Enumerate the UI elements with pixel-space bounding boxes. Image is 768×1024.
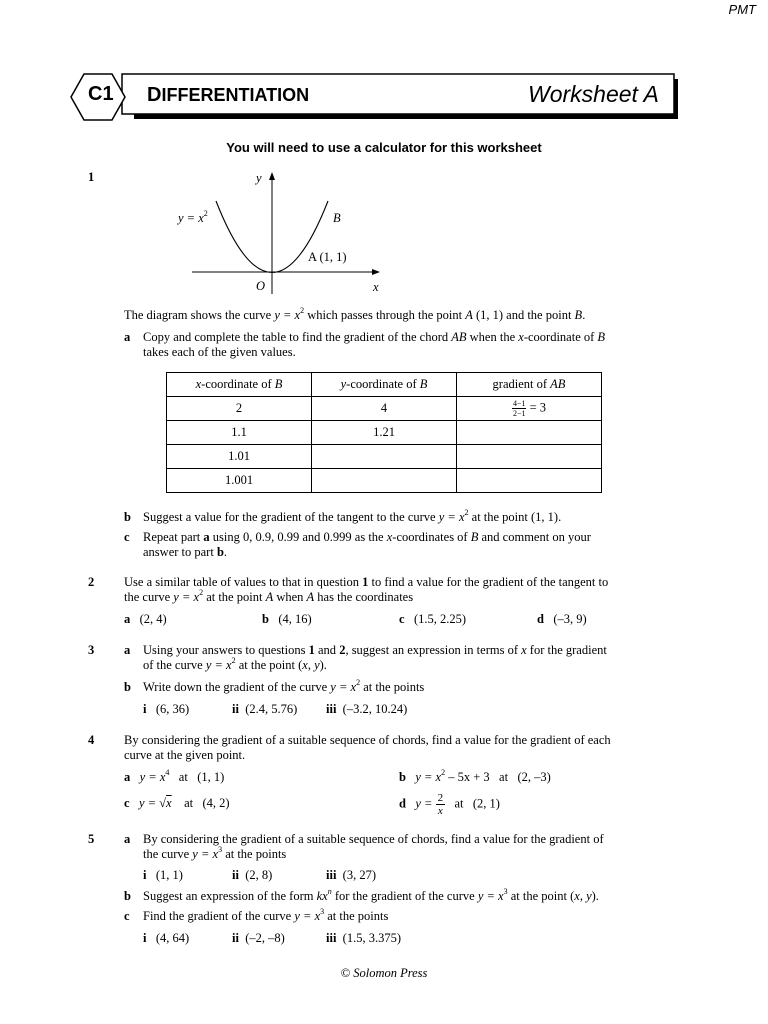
q4-part-a: a $y = x^4$ at (1, 1): [124, 768, 225, 784]
q5-c-point-ii: ii (–2, –8): [232, 931, 285, 945]
table-cell-x: 1.01: [167, 445, 312, 469]
point-a-label: A (1, 1): [308, 250, 347, 264]
q5-a-point-iii: iii (3, 27): [326, 868, 376, 882]
q1-number: 1: [88, 170, 95, 184]
q3-part-b-text: Write down the gradient of the curve $y = x^2$ at the points: [143, 678, 425, 694]
q5-number: 5: [88, 832, 95, 846]
table-cell-gradient: [457, 421, 602, 445]
point-b-label: B: [333, 211, 341, 225]
table-cell-gradient: $\frac{4-1}{2-1} = 3$: [457, 397, 602, 421]
table-cell-y: [312, 469, 457, 493]
title-rest: IFFERENTIATION: [161, 85, 310, 105]
y-axis-arrow: [269, 172, 275, 180]
footer-copyright: © Solomon Press: [340, 966, 428, 980]
q4-part-d: d y = $\frac{2}{x}$ at (2, 1): [399, 792, 500, 817]
q4-text-2: curve at the given point.: [124, 748, 246, 762]
q5-part-c-text: Find the gradient of the curve $y = x^3$ at the points: [143, 907, 389, 923]
module-code: C1: [88, 83, 114, 105]
q5-a-point-i: i (1, 1): [143, 868, 183, 882]
title-initial: D: [147, 84, 162, 106]
table-cell-x: 2: [167, 397, 312, 421]
q3-number: 3: [88, 643, 95, 657]
q3-point-i: i (6, 36): [143, 702, 190, 716]
q2-part-a: a (2, 4): [124, 612, 167, 626]
table-cell-x: 1.001: [167, 469, 312, 493]
q2-part-b: b (4, 16): [262, 612, 312, 626]
q5-c-point-iii: iii (1.5, 3.375): [326, 931, 401, 945]
q4-text: By considering the gradient of a suitable sequence of chords, find a value for the gradient of each: [124, 733, 611, 747]
table-row: [167, 397, 602, 421]
table-header-y: y-coordinate of B: [312, 373, 457, 397]
table-cell-y: 1.21: [312, 421, 457, 445]
q1-part-a-text-2: takes each of the given values.: [143, 345, 296, 359]
q5-part-a-letter: a: [124, 832, 131, 846]
q4-part-c: c y = √x at (4, 2): [124, 796, 230, 810]
q1-part-c-text-2: answer to part b.: [143, 545, 228, 559]
q1-part-c-letter: c: [124, 530, 130, 544]
table-cell-x: 1.1: [167, 421, 312, 445]
q3-part-a-text-2: of the curve $y = x^2$ at the point (x, y).: [143, 656, 327, 672]
table-row: [167, 469, 602, 493]
y-axis-label: y: [256, 171, 262, 185]
q1-part-b-letter: b: [124, 510, 131, 524]
table-header-gradient: gradient of AB: [457, 373, 602, 397]
q5-c-point-i: i (4, 64): [143, 931, 190, 945]
table-cell-gradient: [457, 469, 602, 493]
q3-part-b-letter: b: [124, 680, 131, 694]
table-cell-y: 4: [312, 397, 457, 421]
q1-part-a-letter: a: [124, 330, 131, 344]
table-header-row: [167, 373, 602, 397]
q5-a-point-ii: ii (2, 8): [232, 868, 273, 882]
q1-part-c-text: Repeat part a using 0, 0.9, 0.99 and 0.999 as the x-coordinates of B and comment on your: [143, 530, 591, 544]
q2-part-d: d (–3, 9): [537, 612, 587, 626]
q2-part-c: c (1.5, 2.25): [399, 612, 467, 626]
page-title: [147, 84, 309, 107]
table-cell-gradient: [457, 445, 602, 469]
q4-number: 4: [88, 733, 95, 747]
x-axis-label: x: [373, 280, 379, 294]
table-header-x: x-coordinate of B: [167, 373, 312, 397]
q3-point-ii: ii (2.4, 5.76): [232, 702, 298, 716]
worksheet-label: Worksheet A: [528, 81, 659, 107]
q2-text: Use a similar table of values to that in question 1 to find a value for the gradient of the tangent to: [124, 575, 609, 589]
curve-label: $y = x^2$: [178, 209, 208, 225]
q5-part-a-text-2: the curve $y = x^3$ at the points: [143, 845, 287, 861]
table-cell-y: [312, 445, 457, 469]
q1-intro: The diagram shows the curve $y = x^2$ which passes through the point A (1, 1) and the point B.: [124, 306, 586, 322]
q5-part-a-text: By considering the gradient of a suitable sequence of chords, find a value for the gradient of: [143, 832, 604, 846]
q4-part-b: b $y = x^2 - 5x + 3$ at (2, –3): [399, 768, 551, 784]
q1-graph: [170, 168, 390, 298]
q2-number: 2: [88, 575, 95, 589]
table-row: [167, 445, 602, 469]
q1-part-a-text: Copy and complete the table to find the gradient of the chord AB when the x-coordinate of B: [143, 330, 606, 344]
q5-part-b-letter: b: [124, 889, 131, 903]
q3-part-a-letter: a: [124, 643, 131, 657]
q3-point-iii: iii (–3.2, 10.24): [326, 702, 408, 716]
q1-part-b-text: Suggest a value for the gradient of the tangent to the curve $y = x^2$ at the point (1, 1).: [143, 508, 562, 524]
origin-label: O: [256, 279, 266, 293]
table-row: [167, 421, 602, 445]
q5-part-b-text: Suggest an expression of the form $kx^n$ for the gradient of the curve $y = x^3$ at the point (x, y).: [143, 887, 599, 903]
instruction: You will need to use a calculator for this worksheet: [226, 140, 542, 155]
q5-part-c-letter: c: [124, 909, 130, 923]
q2-text-2: the curve $y = x^2$ at the point A when A has the coordinates: [124, 588, 414, 604]
x-axis-arrow: [372, 269, 380, 275]
q3-part-a-text: Using your answers to questions 1 and 2, suggest an expression in terms of x for the gradient: [143, 643, 607, 657]
gradient-table: [166, 372, 602, 493]
corner-label: PMT: [728, 2, 756, 17]
